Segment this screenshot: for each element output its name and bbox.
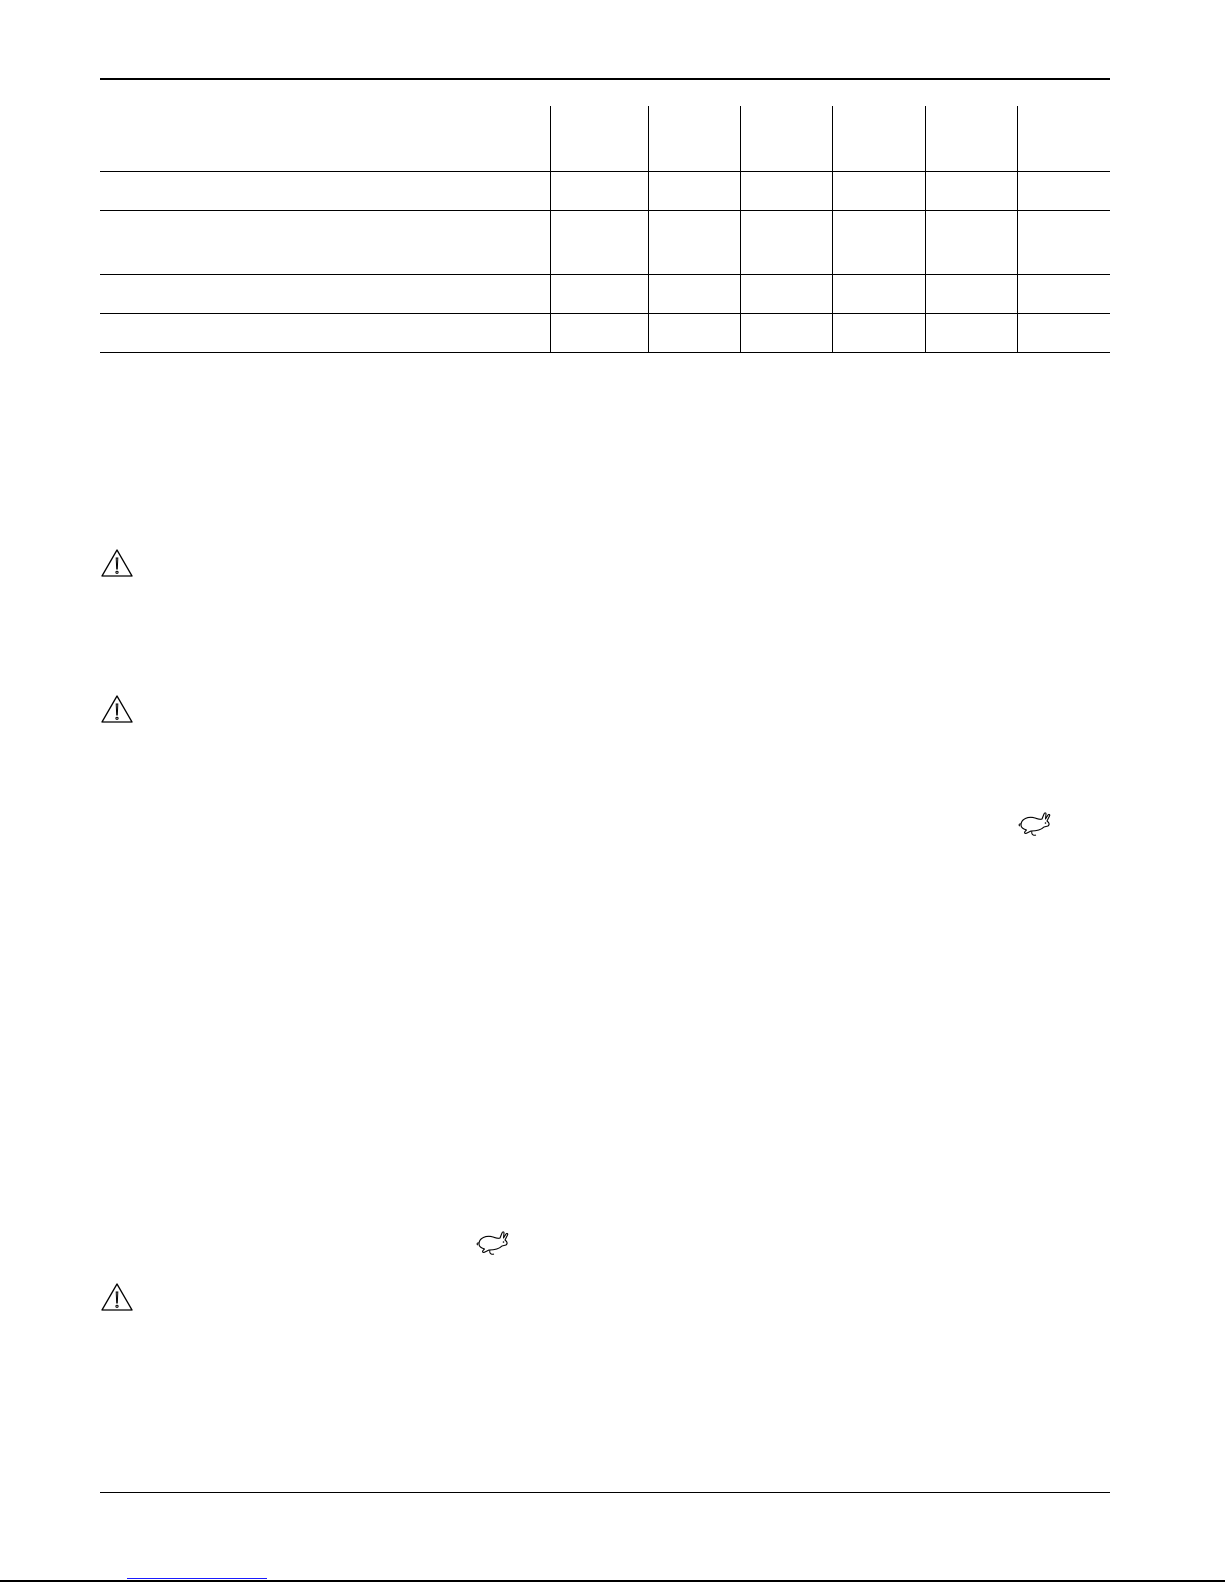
warning-triangle-icon [100,548,134,578]
table-column-divider [1017,106,1018,353]
rabbit-icon [475,1229,511,1257]
table-column-divider [925,106,926,353]
table-row-divider [100,171,1110,172]
warning-triangle-icon [100,1282,134,1312]
table-row-divider [100,352,1110,353]
footer-link[interactable] [127,1578,267,1579]
table-column-divider [740,106,741,353]
warning-triangle-icon [100,694,134,724]
page-bottom-border [0,1580,1225,1582]
header-rule [100,78,1110,80]
table-row-divider [100,313,1110,314]
table-column-divider [648,106,649,353]
spec-table [100,106,1110,353]
rabbit-icon [1017,810,1053,838]
footer-rule [100,1492,1110,1493]
table-row-divider [100,210,1110,211]
table-column-divider [832,106,833,353]
table-row-divider [100,274,1110,275]
table-column-divider [550,106,551,353]
